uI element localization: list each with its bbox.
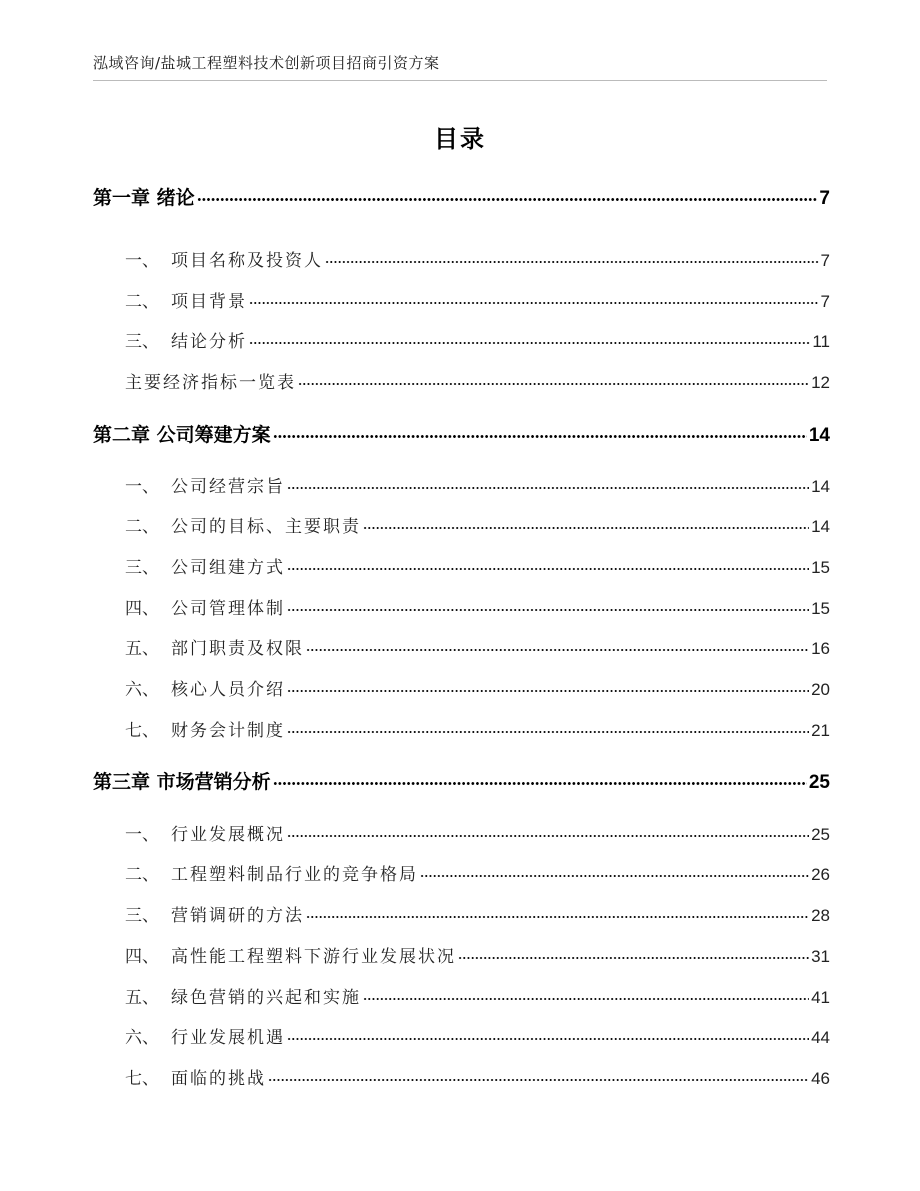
toc-entry-text: 公司经营宗旨 <box>171 477 285 497</box>
toc-entry-label <box>125 594 285 619</box>
toc-entry-label <box>125 983 361 1008</box>
dot-leader <box>298 383 809 385</box>
toc-entry-label <box>125 553 285 578</box>
dot-leader <box>458 957 809 959</box>
toc-entry-number: 六、 <box>125 680 159 700</box>
toc-page-number: 7 <box>820 251 830 270</box>
toc-section-entry[interactable] <box>125 860 830 885</box>
toc-page-number: 44 <box>811 1028 830 1047</box>
toc-entry-text: 项目名称及投资人 <box>171 251 323 271</box>
dot-leader <box>273 782 807 785</box>
toc-entry-label <box>93 767 271 794</box>
toc-section-entry[interactable] <box>125 901 830 926</box>
toc-entry-text: 营销调研的方法 <box>171 906 304 926</box>
toc-entry-number: 一、 <box>125 477 159 497</box>
dot-leader <box>268 1079 809 1081</box>
toc-entry-number: 二、 <box>125 865 159 885</box>
toc-entry-text: 部门职责及权限 <box>171 639 304 659</box>
toc-chapter-entry[interactable] <box>93 183 830 210</box>
toc-entry-text: 工程塑料制品行业的竞争格局 <box>171 865 418 885</box>
dot-leader <box>287 609 809 611</box>
dot-leader <box>287 568 809 570</box>
toc-entry-label <box>125 368 296 393</box>
toc-entry-label <box>93 183 195 210</box>
toc-entry-text: 行业发展概况 <box>171 825 285 845</box>
toc-entry-text: 第二章 公司筹建方案 <box>93 424 271 446</box>
toc-page-number: 46 <box>811 1069 830 1088</box>
running-header: 泓域咨询/盐城工程塑料技术创新项目招商引资方案 <box>93 54 440 72</box>
dot-leader <box>287 835 809 837</box>
toc-page-number: 7 <box>820 292 830 311</box>
toc-page-number: 12 <box>811 373 830 392</box>
dot-leader <box>287 487 809 489</box>
toc-page-number: 41 <box>811 988 830 1007</box>
toc-page-number: 21 <box>811 721 830 740</box>
toc-section-entry[interactable] <box>125 716 830 741</box>
toc-page-number: 15 <box>811 558 830 577</box>
toc-entry-text: 高性能工程塑料下游行业发展状况 <box>171 947 456 967</box>
toc-entry-label <box>125 901 304 926</box>
toc-entry-label <box>125 1064 266 1089</box>
toc-entry-label <box>125 716 285 741</box>
toc-page-number: 20 <box>811 680 830 699</box>
toc-page-number: 28 <box>811 906 830 925</box>
toc-section-entry[interactable] <box>125 634 830 659</box>
dot-leader <box>249 302 819 304</box>
toc-entry-text: 第一章 绪论 <box>93 187 195 209</box>
toc-entry-label <box>125 246 323 271</box>
toc-page-number: 7 <box>819 188 830 209</box>
toc-page-number: 31 <box>811 947 830 966</box>
toc-entry-number: 一、 <box>125 825 159 845</box>
toc-entry-text: 第三章 市场营销分析 <box>93 771 271 793</box>
toc-section-entry[interactable] <box>125 983 830 1008</box>
toc-page-number: 25 <box>808 772 830 793</box>
toc-entry-number: 六、 <box>125 1028 159 1048</box>
toc-entry-number: 三、 <box>125 332 159 352</box>
dot-leader <box>249 342 810 344</box>
dot-leader <box>363 527 809 529</box>
dot-leader <box>306 916 809 918</box>
toc-page-number: 26 <box>811 865 830 884</box>
toc-page-number: 15 <box>811 599 830 618</box>
toc-entry-text: 主要经济指标一览表 <box>125 373 296 393</box>
dot-leader <box>273 435 807 438</box>
toc-entry-text: 公司管理体制 <box>171 599 285 619</box>
toc-entry-number: 二、 <box>125 517 159 537</box>
toc-page-number: 11 <box>812 332 830 351</box>
toc-entry-label <box>125 860 418 885</box>
toc-page-number: 14 <box>808 425 830 446</box>
toc-section-entry[interactable] <box>125 942 830 967</box>
toc-entry-text: 行业发展机遇 <box>171 1028 285 1048</box>
toc-title: 目录 <box>434 125 486 153</box>
toc-section-entry[interactable] <box>125 553 830 578</box>
dot-leader <box>363 998 809 1000</box>
toc-entry-number: 三、 <box>125 906 159 926</box>
toc-entry-text: 公司组建方式 <box>171 558 285 578</box>
toc-entry-label <box>93 420 271 447</box>
toc-entry-text: 结论分析 <box>171 332 247 352</box>
toc-entry-label <box>125 512 361 537</box>
toc-chapter-entry[interactable] <box>93 420 830 447</box>
toc-entry-label <box>125 942 456 967</box>
toc-entry-text: 财务会计制度 <box>171 721 285 741</box>
toc-section-entry[interactable] <box>125 472 830 497</box>
toc-entry-text: 核心人员介绍 <box>171 680 285 700</box>
toc-section-entry[interactable] <box>125 327 830 352</box>
toc-entry-number: 四、 <box>125 947 159 967</box>
toc-entry-text: 绿色营销的兴起和实施 <box>171 988 361 1008</box>
toc-entry-number: 五、 <box>125 988 159 1008</box>
dot-leader <box>197 198 818 201</box>
header-divider <box>93 80 827 81</box>
toc-section-entry[interactable] <box>125 675 830 700</box>
dot-leader <box>287 731 809 733</box>
dot-leader <box>287 1038 809 1040</box>
toc-entry-label <box>125 634 304 659</box>
toc-page-number: 25 <box>811 825 830 844</box>
toc-entry-number: 七、 <box>125 1069 159 1089</box>
toc-page-number: 14 <box>811 517 830 536</box>
toc-section-entry[interactable] <box>125 287 830 312</box>
toc-entry-label <box>125 675 285 700</box>
toc-entry-label <box>125 1023 285 1048</box>
toc-chapter-entry[interactable] <box>93 767 830 794</box>
dot-leader <box>420 875 809 877</box>
toc-section-entry[interactable] <box>125 594 830 619</box>
toc-entry-number: 七、 <box>125 721 159 741</box>
toc-entry-label <box>125 287 247 312</box>
toc-entry-number: 三、 <box>125 558 159 578</box>
toc-section-entry[interactable] <box>125 368 830 393</box>
toc-section-entry[interactable] <box>125 1064 830 1089</box>
toc-entry-label <box>125 472 285 497</box>
toc-page-number: 14 <box>811 477 830 496</box>
toc-entry-number: 四、 <box>125 599 159 619</box>
dot-leader <box>287 690 809 692</box>
dot-leader <box>306 649 809 651</box>
toc-section-entry[interactable] <box>125 1023 830 1048</box>
toc-page-number: 16 <box>811 639 830 658</box>
toc-entry-number: 二、 <box>125 292 159 312</box>
toc-entry-text: 面临的挑战 <box>171 1069 266 1089</box>
toc-entry-number: 五、 <box>125 639 159 659</box>
dot-leader <box>325 261 819 263</box>
toc-section-entry[interactable] <box>125 246 830 271</box>
toc-section-entry[interactable] <box>125 512 830 537</box>
toc-section-entry[interactable] <box>125 820 830 845</box>
toc-entry-text: 公司的目标、主要职责 <box>171 517 361 537</box>
toc-entry-label <box>125 327 247 352</box>
toc-entry-number: 一、 <box>125 251 159 271</box>
toc-entry-text: 项目背景 <box>171 292 247 312</box>
toc-entry-label <box>125 820 285 845</box>
